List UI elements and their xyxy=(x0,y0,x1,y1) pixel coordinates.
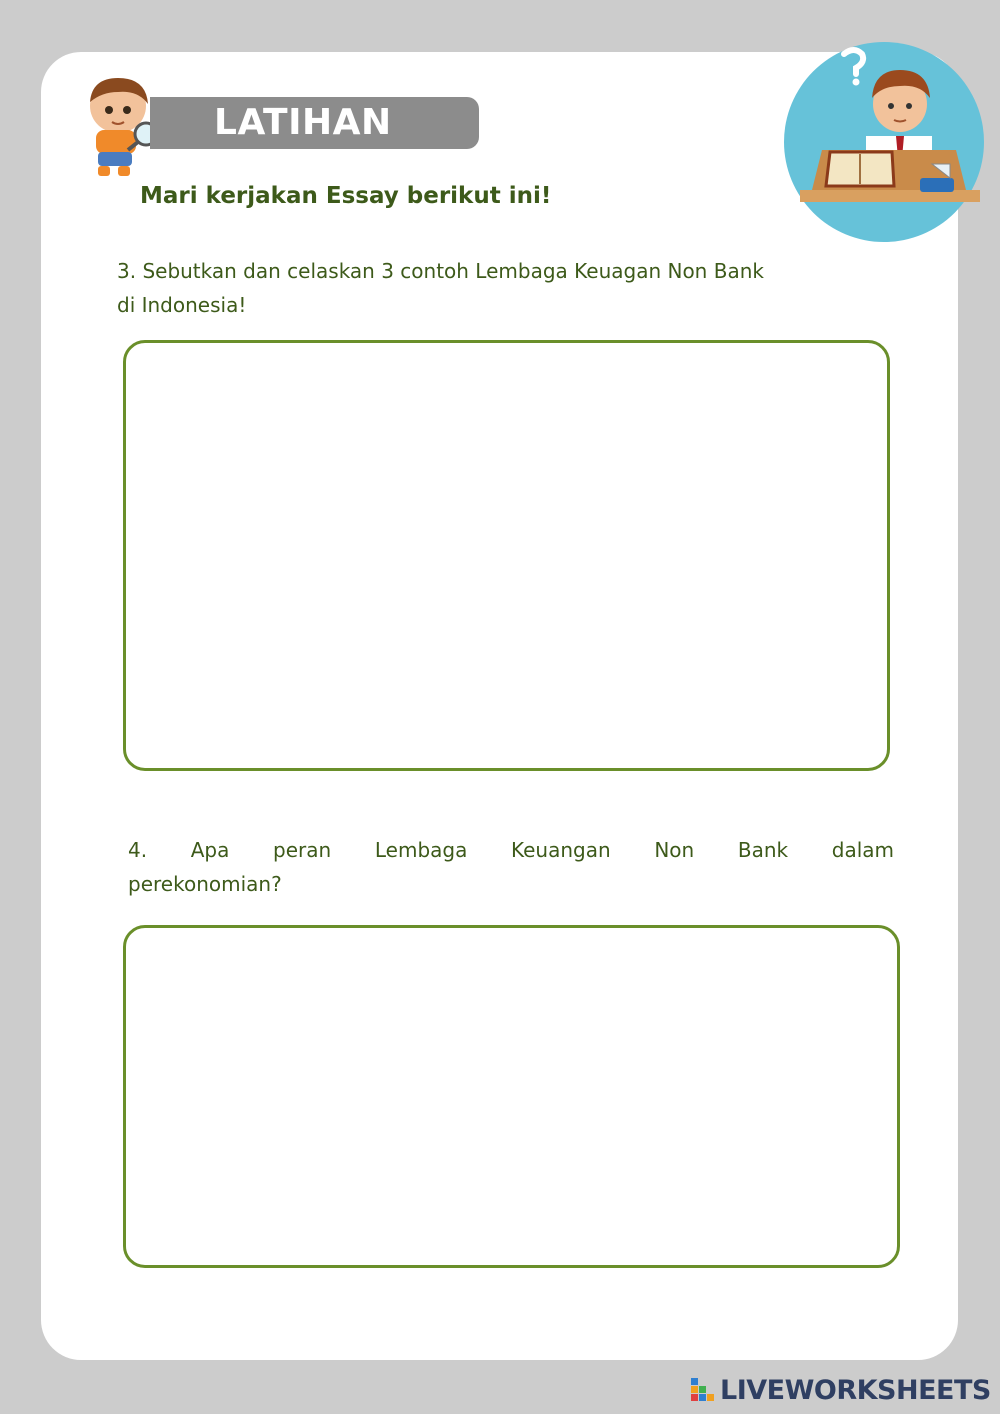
answer-box-3[interactable] xyxy=(123,340,890,771)
instruction-text: Mari kerjakan Essay berikut ini! xyxy=(140,183,552,209)
liveworksheets-logo-icon xyxy=(690,1376,718,1404)
question-4-word: peran xyxy=(273,838,332,862)
question-4-word: Lembaga xyxy=(374,838,468,862)
question-4-word: Bank xyxy=(737,838,789,862)
question-4-word: Keuangan xyxy=(511,838,611,862)
question-3 xyxy=(117,254,897,322)
brand-name: LIVEWORKSHEETS xyxy=(720,1374,991,1406)
question-4-word: Non xyxy=(654,838,695,862)
question-4-line-2: perekonomian? xyxy=(128,872,282,896)
question-4-word: dalam xyxy=(831,838,894,862)
answer-box-4[interactable] xyxy=(123,925,900,1268)
question-3-line-1: 3. Sebutkan dan celaskan 3 contoh Lembaga Keuagan Non Bank xyxy=(117,259,764,283)
page-title: LATIHAN xyxy=(214,102,392,143)
student-thinking-icon xyxy=(782,40,986,244)
liveworksheets-brand[interactable] xyxy=(690,1372,991,1408)
question-3-line-2: di Indonesia! xyxy=(117,293,247,317)
question-4-line-1 xyxy=(128,833,894,867)
question-4-word: Apa xyxy=(190,838,230,862)
question-4-word: 4. xyxy=(128,838,148,862)
question-4 xyxy=(128,833,894,901)
